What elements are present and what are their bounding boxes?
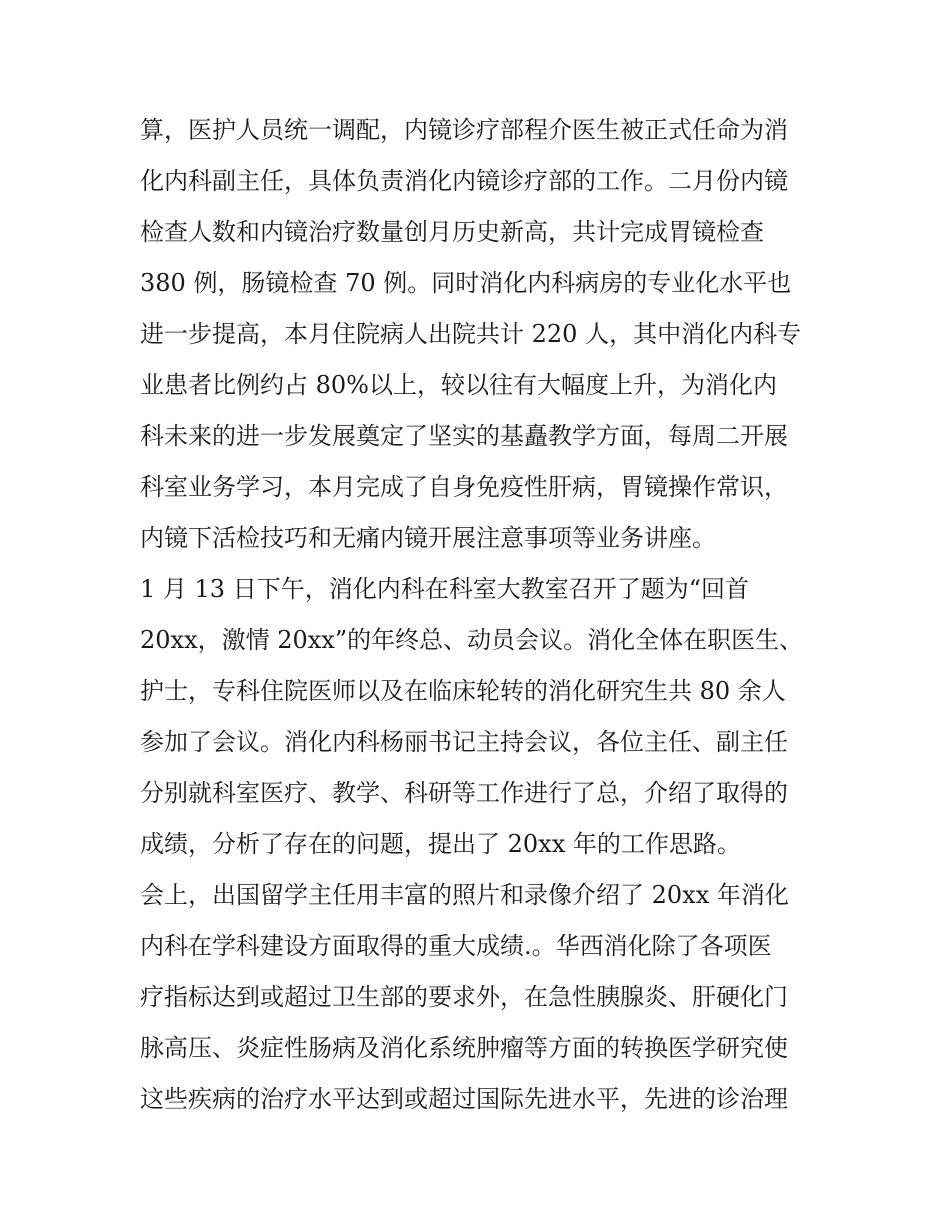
text-line: 算，医护人员统一调配，内镜诊疗部程介医生被正式任命为消 — [140, 116, 788, 144]
text-line: 参加了会议。消化内科杨丽书记主持会议，各位主任、副主任 — [140, 728, 788, 756]
text-line: 护士，专科住院医师以及在临床轮转的消化研究生共 80 余人 — [140, 677, 786, 705]
text-line: 检查人数和内镜治疗数量创月历史新高，共计完成胃镜检查 — [140, 218, 764, 246]
text-line: 进一步提高，本月住院病人出院共计 220 人，其中消化内科专 — [140, 320, 802, 348]
text-line: 1 月 13 日下午，消化内科在科室大教室召开了题为“回首 — [140, 575, 749, 603]
text-line: 20xx，激情 20xx”的年终总、动员会议。消化全体在职医生、 — [140, 626, 804, 654]
text-line: 这些疾病的治疗水平达到或超过国际先进水平，先进的诊治理 — [140, 1085, 788, 1113]
text-line: 内科在学科建设方面取得的重大成绩.。华西消化除了各项医 — [140, 932, 772, 960]
text-line: 脉高压、炎症性肠病及消化系统肿瘤等方面的转换医学研究使 — [140, 1034, 788, 1062]
text-line: 内镜下活检技巧和无痛内镜开展注意事项等业务讲座。 — [140, 524, 716, 552]
text-line: 会上，出国留学主任用丰富的照片和录像介绍了 20xx 年消化 — [140, 881, 789, 909]
text-line: 成绩，分析了存在的问题，提出了 20xx 年的工作思路。 — [140, 830, 741, 858]
text-line: 业患者比例约占 80%以上，较以往有大幅度上升，为消化内 — [140, 371, 777, 399]
text-line: 化内科副主任，具体负责消化内镜诊疗部的工作。二月份内镜 — [140, 167, 788, 195]
text-line: 疗指标达到或超过卫生部的要求外，在急性胰腺炎、肝硬化门 — [140, 983, 788, 1011]
document-body — [140, 105, 840, 1125]
text-line: 380 例，肠镜检查 70 例。同时消化内科病房的专业化水平也 — [140, 269, 792, 297]
text-line: 分别就科室医疗、教学、科研等工作进行了总，介绍了取得的 — [140, 779, 788, 807]
text-line: 科未来的进一步发展奠定了坚实的基矗教学方面，每周二开展 — [140, 422, 788, 450]
text-line: 科室业务学习，本月完成了自身免疫性肝病，胃镜操作常识， — [140, 473, 788, 501]
